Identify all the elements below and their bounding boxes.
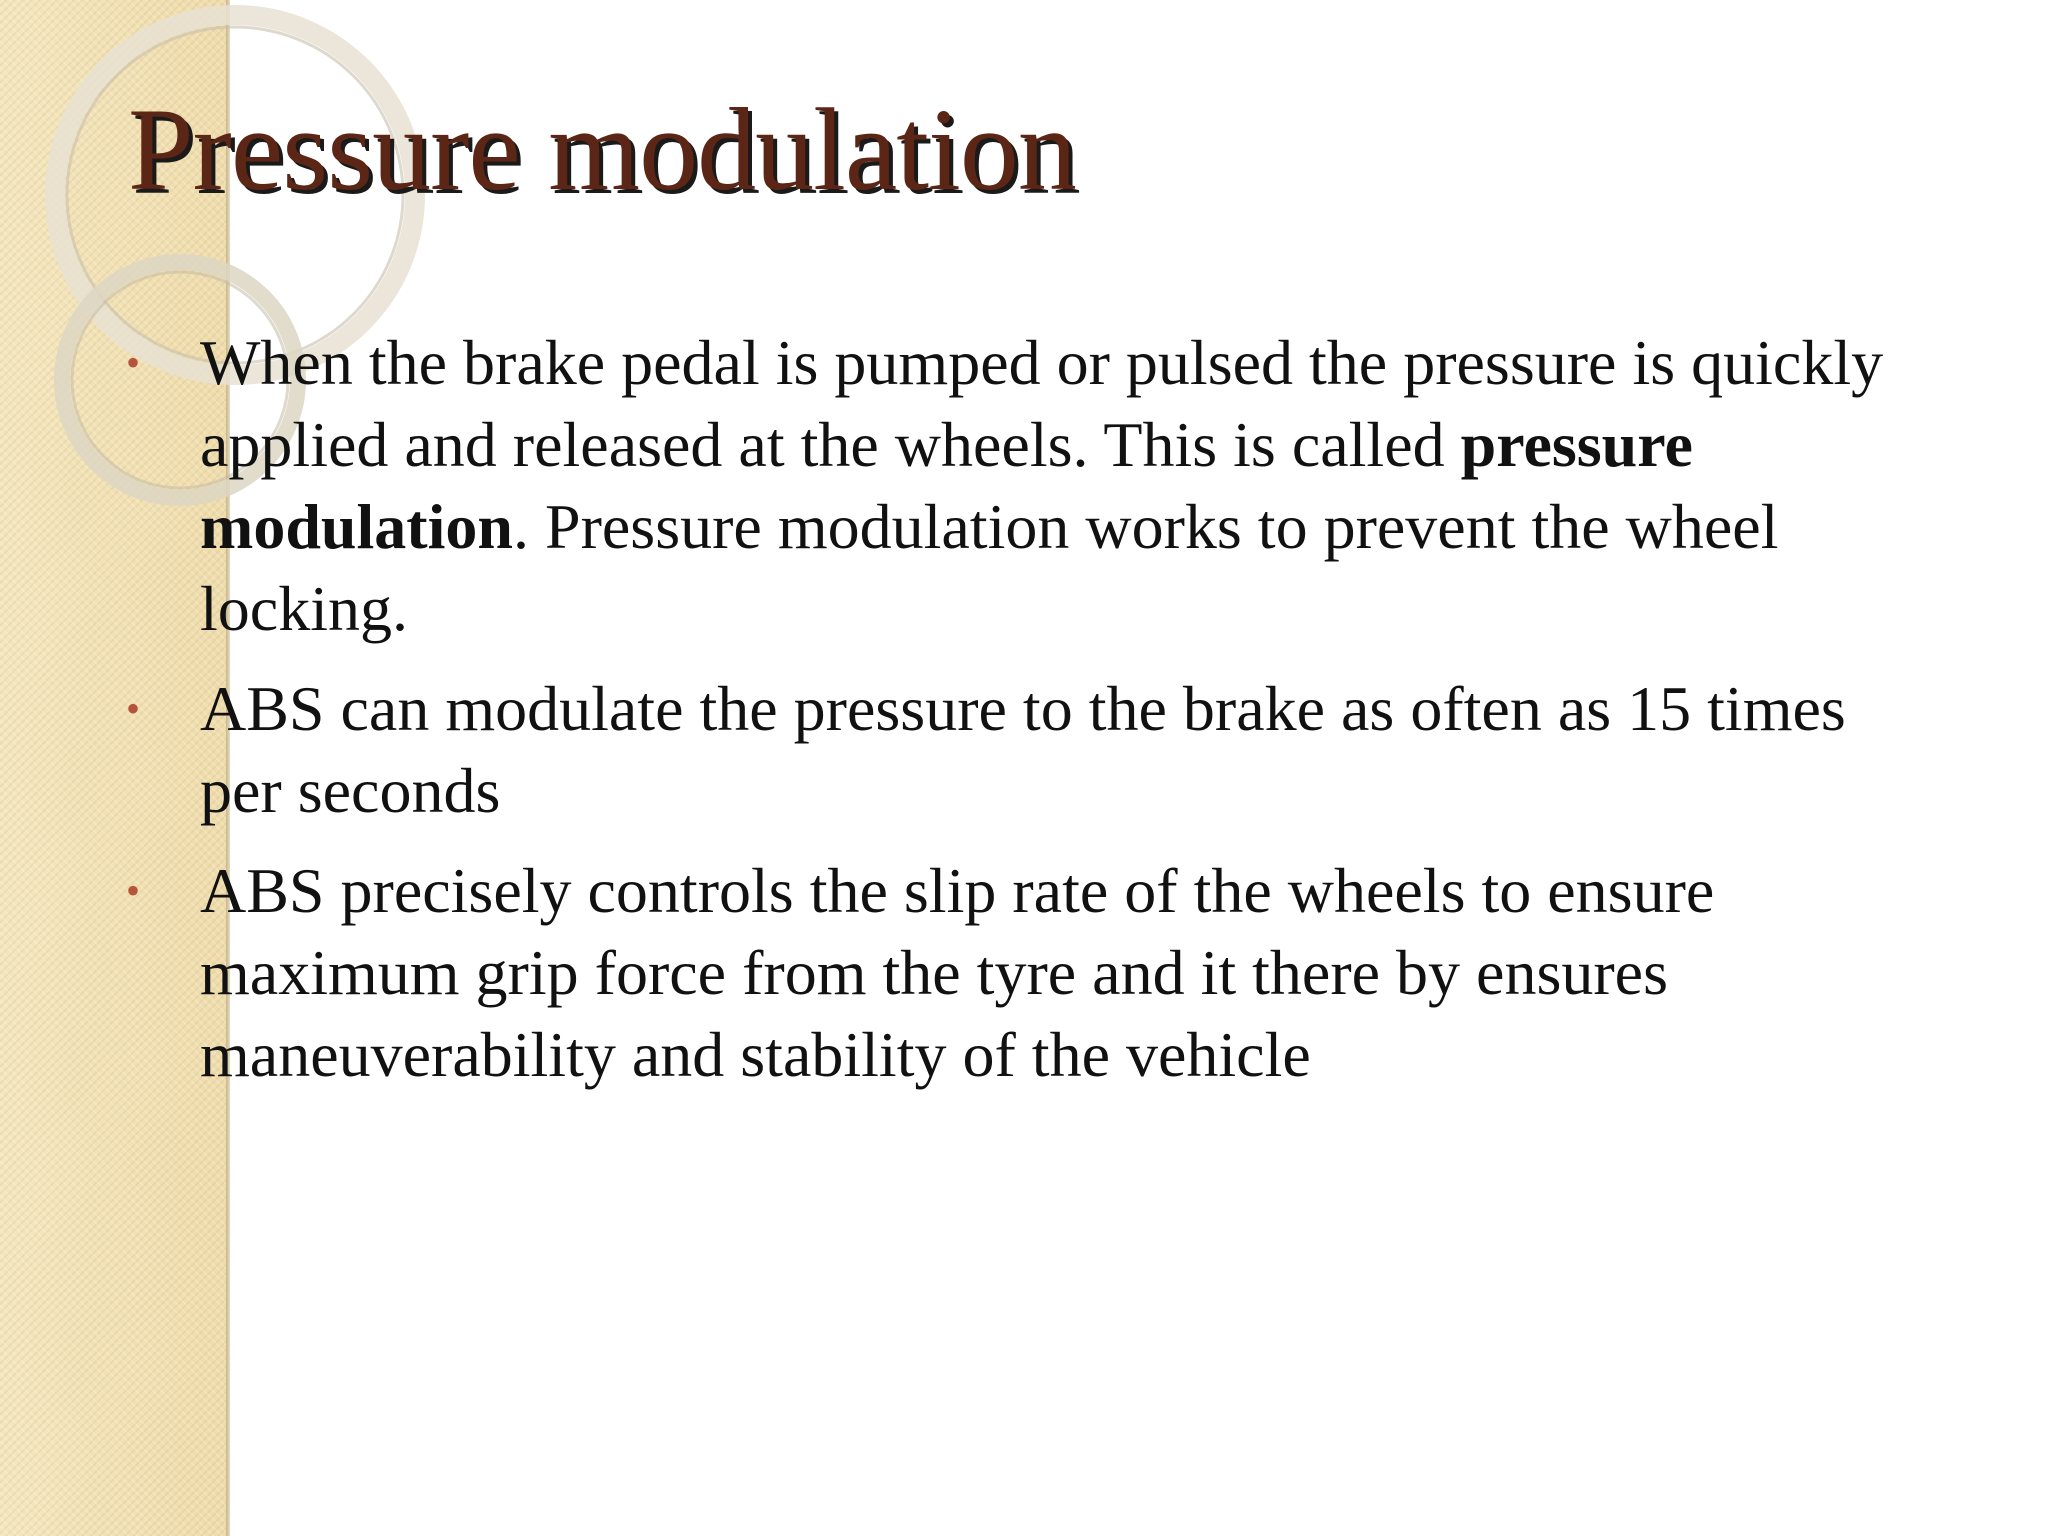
bold-term: pressure modulation <box>200 409 1693 562</box>
bullet-item-pressure-modulation <box>120 322 1920 650</box>
bullet-item-slip-control <box>120 850 1920 1096</box>
bullet-text: ABS precisely controls the slip rate of the wheels to ensure maximum grip force from the tyre and it there by ensures maneuverability and stability of the vehicle <box>200 855 1715 1090</box>
bullet-dot-icon: • <box>126 686 141 731</box>
bullet-item-modulation-rate <box>120 668 1920 832</box>
bullet-text-continued: . Pressure modulation works to prevent the wheel locking. <box>200 491 1779 644</box>
bullet-list <box>120 322 1920 1114</box>
bullet-dot-icon: • <box>126 868 141 913</box>
bullet-text: When the brake pedal is pumped or pulsed the pressure is quickly applied and released at the wheels. This is called <box>200 327 1884 480</box>
bullet-text: ABS can modulate the pressure to the brake as often as 15 times per seconds <box>200 673 1846 826</box>
slide-title: Pressure modulation <box>128 84 1076 215</box>
bullet-dot-icon: • <box>126 340 141 385</box>
